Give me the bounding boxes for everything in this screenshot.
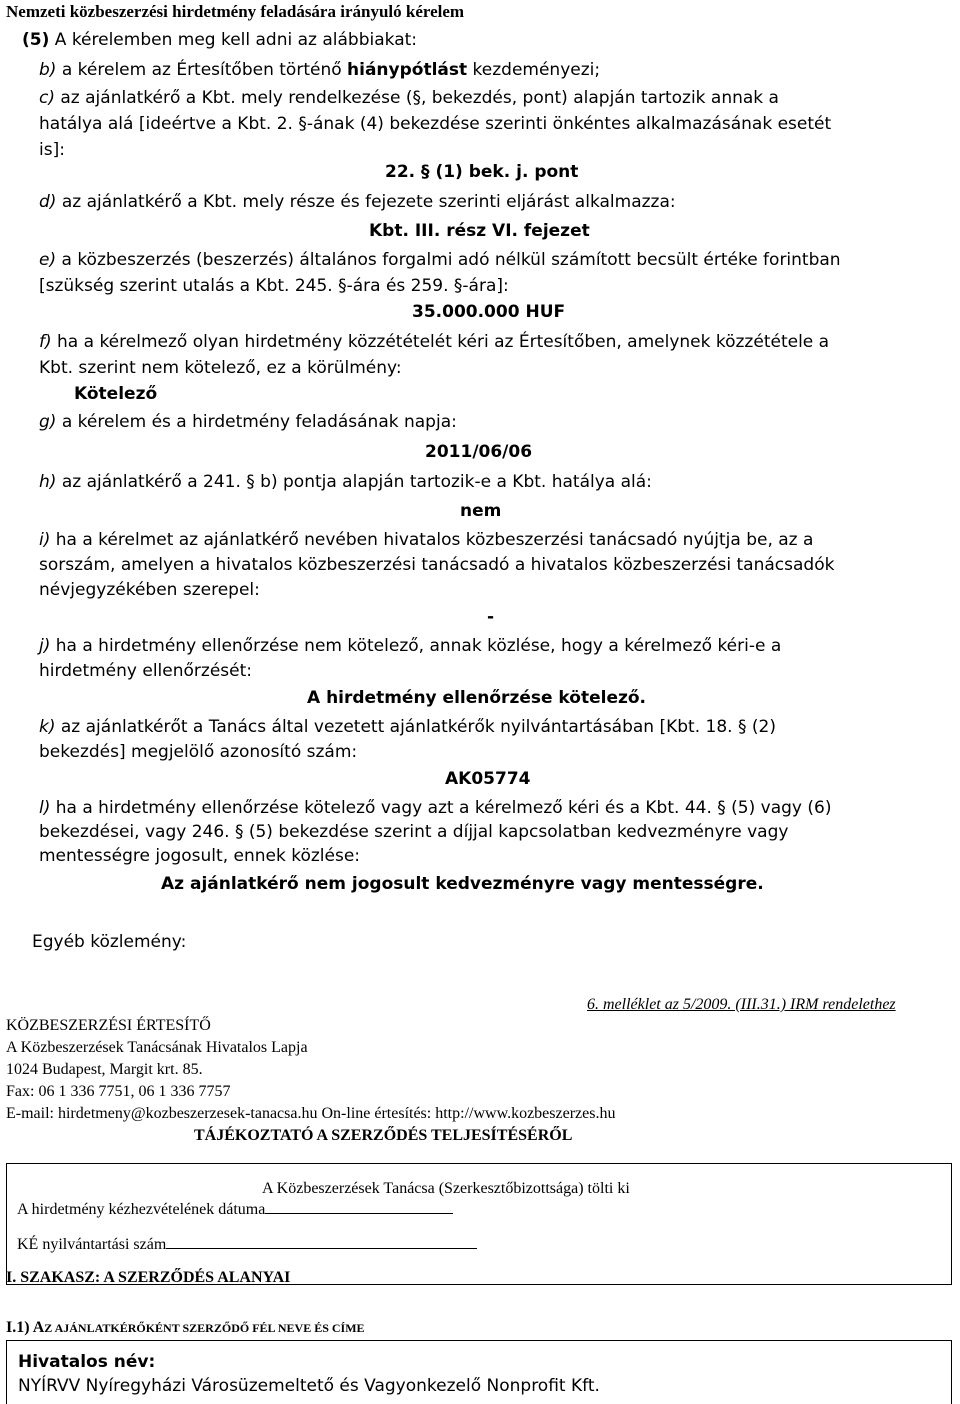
receipt-date-label: A hirdetmény kézhezvételének dátuma — [17, 1201, 266, 1218]
section-1-heading: I. SZAKASZ: A SZERZŐDÉS ALANYAI — [6, 1269, 291, 1286]
item-h — [39, 469, 652, 495]
publisher-fax: Fax: 06 1 336 7751, 06 1 336 7757 — [6, 1083, 231, 1100]
item-b-text-bold: hiánypótlást — [347, 60, 468, 80]
registration-row — [17, 1234, 477, 1255]
item-k-letter: k) — [39, 717, 56, 737]
item-l-line-1 — [39, 795, 831, 821]
item-g-value: 2011/06/06 — [425, 442, 533, 462]
item-f-line-2: Kbt. szerint nem kötelező, ez a körülmény: — [39, 358, 402, 378]
item-c-letter: c) — [39, 88, 55, 108]
page-title: Nemzeti közbeszerzési hirdetmény feladására irányuló kérelem — [6, 2, 465, 21]
item-e-line-1 — [39, 247, 841, 273]
item-g-letter: g) — [39, 412, 57, 432]
section-5-number: (5) — [22, 30, 50, 50]
registration-field[interactable] — [166, 1234, 477, 1249]
item-l-value: Az ajánlatkérő nem jogosult kedvezményre vagy mentességre. — [161, 874, 764, 894]
item-f-line-1 — [39, 329, 829, 355]
item-c-line-3: is]: — [39, 140, 65, 160]
annex-number: 6 — [587, 996, 595, 1013]
item-j-text-1: ha a hirdetmény ellenőrzése nem kötelező, annak közlése, hogy a kérelmező kéri-e a — [55, 636, 782, 656]
item-d — [39, 189, 676, 215]
item-i-text-1: ha a kérelmet az ajánlatkérő nevében hivatalos közbeszerzési tanácsadó nyújtja be, az a — [55, 530, 814, 550]
item-l-line-2: bekezdései, vagy 246. § (5) bekezdése szerint a díjjal kapcsolatban kedvezményre vagy — [39, 822, 789, 842]
annex-text: . melléklet az 5/2009. (III.31.) IRM rendelethez — [595, 996, 896, 1013]
item-k-text-1: az ajánlatkérőt a Tanács által vezetett ajánlatkérők nyilvántartásában [Kbt. 18. § (2) — [60, 717, 776, 737]
annex-reference — [587, 994, 896, 1016]
item-d-value: Kbt. III. rész VI. fejezet — [369, 221, 590, 241]
official-name-label: Hivatalos név: — [18, 1352, 156, 1372]
section-1-1-number: I.1) — [6, 1319, 30, 1336]
receipt-date-field[interactable] — [265, 1199, 453, 1214]
item-i-value: - — [487, 607, 495, 627]
item-b — [39, 57, 600, 83]
section-1-1-first: A — [32, 1319, 45, 1336]
section-1-1-heading — [6, 1317, 365, 1339]
official-name-value: NYÍRVV Nyíregyházi Városüzemeltető és Vagyonkezelő Nonprofit Kft. — [18, 1376, 600, 1396]
section-5-line — [22, 27, 417, 53]
item-f-text-1: ha a kérelmező olyan hirdetmény közzétételét kéri az Értesítőben, amelynek közzététele a — [57, 332, 830, 352]
item-i-letter: i) — [39, 530, 51, 550]
section-1-1-title: Z AJÁNLATKÉRŐKÉNT SZERZŐDŐ FÉL NEVE ÉS CÍME — [44, 1321, 365, 1335]
item-e-text-1: a közbeszerzés (beszerzés) általános forgalmi adó nélkül számított becsült értéke forintban — [61, 250, 841, 270]
section-5-text: A kérelemben meg kell adni az alábbiakat: — [54, 30, 418, 50]
item-h-text: az ajánlatkérő a 241. § b) pontja alapján tartozik-e a Kbt. hatálya alá: — [61, 472, 652, 492]
registration-label: KÉ nyilvántartási szám — [17, 1236, 167, 1253]
item-c-line-1 — [39, 85, 779, 111]
receipt-date-row — [17, 1199, 453, 1220]
item-k-line-2: bekezdés] megjelölő azonosító szám: — [39, 742, 358, 762]
item-b-letter: b) — [39, 60, 57, 80]
item-c-line-2: hatálya alá [ideértve a Kbt. 2. §-ának (4) bekezdése szerinti önkéntes alkalmazásának esetét — [39, 114, 832, 134]
item-j-line-1 — [39, 633, 781, 659]
item-e-value: 35.000.000 HUF — [412, 302, 566, 322]
item-e-letter: e) — [39, 250, 57, 270]
item-j-value: A hirdetmény ellenőrzése kötelező. — [307, 688, 647, 708]
item-i-line-2: sorszám, amelyen a hivatalos közbeszerzési tanácsadó a hivatalos közbeszerzési tanácsadók — [39, 555, 835, 575]
other-notice-label: Egyéb közlemény: — [32, 932, 187, 952]
item-f-value: Kötelező — [74, 384, 158, 404]
item-b-text-pre: a kérelem az Értesítőben történő — [61, 60, 342, 80]
form-title: TÁJÉKOZTATÓ A SZERZŐDÉS TELJESÍTÉSÉRŐL — [194, 1127, 573, 1144]
item-l-text-1: ha a hirdetmény ellenőrzése kötelező vagy azt a kérelmező kéri és a Kbt. 44. § (5) vagy (6) — [55, 798, 832, 818]
publisher-email: E-mail: hirdetmeny@kozbeszerzesek-tanacsa.hu On-line értesítés: http://www.kozbeszerzes.hu — [6, 1105, 616, 1122]
item-d-text: az ajánlatkérő a Kbt. mely része és fejezete szerinti eljárást alkalmazza: — [61, 192, 676, 212]
item-g — [39, 409, 457, 435]
item-f-letter: f) — [39, 332, 52, 352]
item-l-line-3: mentességre jogosult, ennek közlése: — [39, 846, 361, 866]
item-h-value: nem — [460, 501, 502, 521]
item-b-text-post: kezdeményezi; — [472, 60, 601, 80]
item-e-line-2: [szükség szerint utalás a Kbt. 245. §-ára és 259. §-ára]: — [39, 276, 509, 296]
item-l-letter: l) — [39, 798, 51, 818]
publisher-address: 1024 Budapest, Margit krt. 85. — [6, 1061, 203, 1078]
item-c-value: 22. § (1) bek. j. pont — [385, 162, 579, 182]
item-k-value: AK05774 — [445, 769, 531, 789]
item-c-text-1: az ajánlatkérő a Kbt. mely rendelkezése (§, bekezdés, pont) alapján tartozik annak a — [60, 88, 779, 108]
item-i-line-1 — [39, 527, 813, 553]
council-note: A Közbeszerzések Tanácsa (Szerkesztőbizottsága) tölti ki — [262, 1180, 630, 1197]
item-h-letter: h) — [39, 472, 57, 492]
item-j-letter: j) — [39, 636, 51, 656]
item-g-text: a kérelem és a hirdetmény feladásának napja: — [61, 412, 457, 432]
item-i-line-3: névjegyzékében szerepel: — [39, 580, 260, 600]
item-j-line-2: hirdetmény ellenőrzését: — [39, 661, 252, 681]
item-k-line-1 — [39, 714, 776, 740]
item-d-letter: d) — [39, 192, 57, 212]
publisher-subtitle: A Közbeszerzések Tanácsának Hivatalos Lapja — [6, 1039, 308, 1056]
publisher-name: KÖZBESZERZÉSI ÉRTESÍTŐ — [6, 1017, 211, 1034]
